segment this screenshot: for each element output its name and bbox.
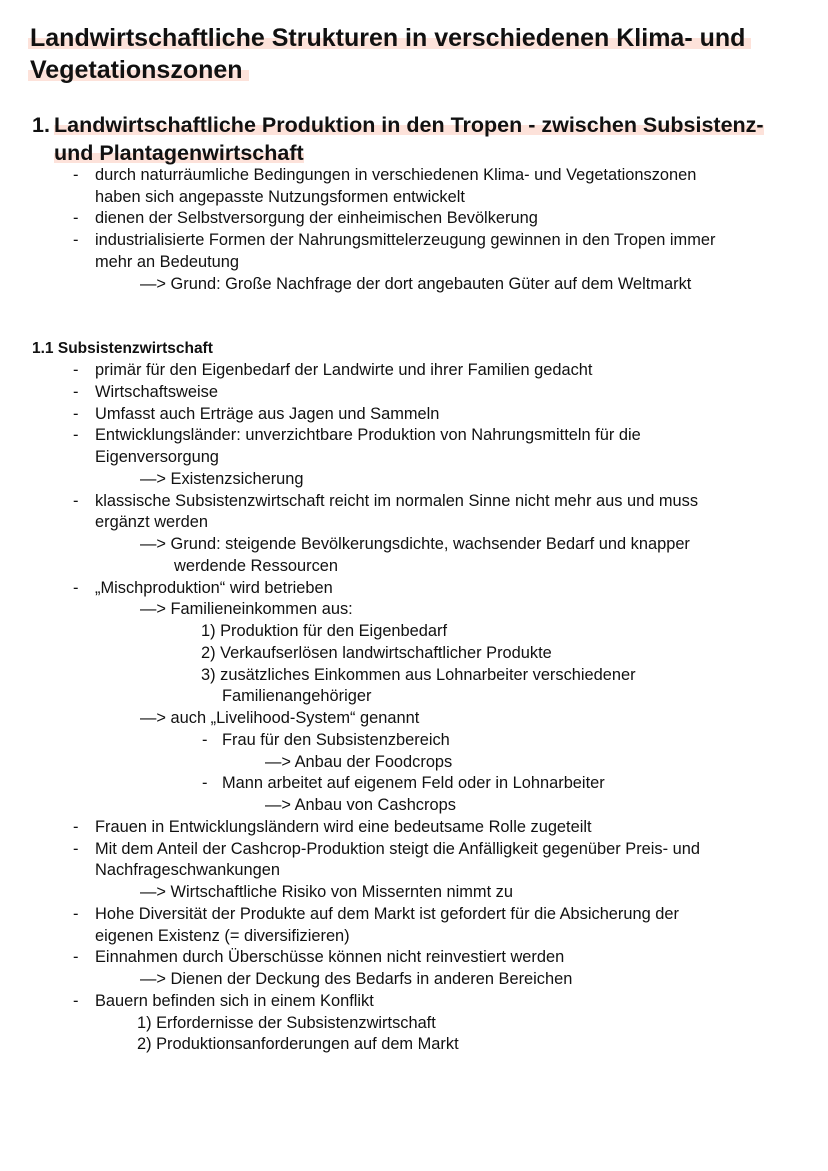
list-line-arrow2: —> Anbau der Foodcrops [265,752,453,771]
list-line-cont: haben sich angepasste Nutzungsformen entwickelt [95,187,465,206]
bullet-dash: - [73,839,79,858]
list-line-bullet: durch naturräumliche Bedingungen in verschiedenen Klima- und Vegetationszonen [95,166,697,184]
list-line-arrow: —> Grund: steigende Bevölkerungsdichte, wachsender Bedarf und knapper [140,535,690,553]
list-line-bullet: Entwicklungsländer: unverzichtbare Produktion von Nahrungsmitteln für die [95,426,641,445]
bullet-dash: - [73,578,79,597]
list-line-bullet: klassische Subsistenzwirtschaft reicht im normalen Sinne nicht mehr aus und muss [95,491,699,510]
list-line-bullet: industrialisierte Formen der Nahrungsmittelerzeugung gewinnen in den Tropen immer [95,231,716,250]
list-line-subbullet: Frau für den Subsistenzbereich [222,730,450,749]
bullet-dash: - [73,491,79,510]
bullet-dash: - [73,817,79,836]
list-line-bullet: primär für den Eigenbedarf der Landwirte und ihrer Familien gedacht [95,361,593,379]
list-line-bullet: dienen der Selbstversorgung der einheimischen Bevölkerung [95,209,538,228]
heading-line: und Plantagenwirtschaft [54,141,304,165]
list-line-arrowcont: werdende Ressourcen [174,556,339,575]
list-line-arrow: —> Dienen der Deckung des Bedarfs in anderen Bereichen [140,970,573,988]
document-title [30,22,751,86]
list-line-num: 1) Produktion für den Eigenbedarf [201,622,448,640]
bullet-dash: - [73,166,79,184]
section-1-heading [32,111,764,167]
list-line-bullet: Frauen in Entwicklungsländern wird eine bedeutsame Rolle zugeteilt [95,817,592,836]
list-line-arrow: —> auch „Livelihood-System“ genannt [140,709,420,727]
list-line-subbullet: Mann arbeitet auf eigenem Feld oder in Lohnarbeiter [222,774,605,793]
bullet-dash: - [73,209,79,228]
list-line-cont: mehr an Bedeutung [95,252,239,271]
title-line: Vegetationszonen [28,56,249,84]
list-line-cont: Nachfrageschwankungen [95,861,280,880]
bullet-dash: - [73,991,79,1010]
list-line-bullet: Mit dem Anteil der Cashcrop-Produktion steigt die Anfälligkeit gegenüber Preis- und [95,839,700,858]
list-line-numcont: Familienangehöriger [222,687,372,706]
bullet-dash: - [73,426,79,445]
list-line-arrow: —> Familieneinkommen aus: [140,600,353,619]
heading-line: Landwirtschaftliche Produktion in den Tropen - zwischen Subsistenz- [54,113,764,137]
list-line-cont: ergänzt werden [95,513,208,532]
bullet-dash: - [202,774,208,793]
bullet-dash: - [73,382,79,401]
list-line-cont: eigenen Existenz (= diversifizieren) [95,926,350,945]
bullet-dash: - [73,404,79,423]
list-line-bullet: Umfasst auch Erträge aus Jagen und Sammeln [95,404,440,423]
title-line: Landwirtschaftliche Strukturen in verschiedenen Klima- und [28,24,751,52]
list-line-bullet: Hohe Diversität der Produkte auf dem Markt ist gefordert für die Absicherung der [95,904,679,923]
list-line-arrow: —> Grund: Große Nachfrage der dort angebauten Güter auf dem Weltmarkt [140,274,692,293]
list-line-num: 2) Verkaufserlösen landwirtschaftlicher Produkte [201,643,552,662]
bullet-dash: - [73,361,79,379]
bullet-dash: - [73,948,79,967]
section-number: 1. [32,113,50,137]
section-1-1-heading: 1.1 Subsistenzwirtschaft [32,340,213,357]
bullet-dash: - [202,730,208,749]
list-line-num0: 2) Produktionsanforderungen auf dem Markt [137,1035,459,1054]
list-line-bullet: „Mischproduktion“ wird betrieben [95,578,333,597]
list-line-bullet: Einnahmen durch Überschüsse können nicht reinvestiert werden [95,948,565,967]
bullet-dash: - [73,231,79,250]
list-line-arrow: —> Existenzsicherung [140,469,304,488]
list-line-num: 3) zusätzliches Einkommen aus Lohnarbeiter verschiedener [201,665,636,684]
list-line-bullet: Wirtschaftsweise [95,382,218,401]
list-line-num0: 1) Erfordernisse der Subsistenzwirtschaft [137,1013,436,1032]
bullet-dash: - [73,904,79,923]
list-line-arrow2: —> Anbau von Cashcrops [265,796,456,814]
list-line-bullet: Bauern befinden sich in einem Konflikt [95,991,374,1010]
list-line-cont: Eigenversorgung [95,448,219,466]
list-line-arrow: —> Wirtschaftliche Risiko von Missernten nimmt zu [140,883,513,901]
